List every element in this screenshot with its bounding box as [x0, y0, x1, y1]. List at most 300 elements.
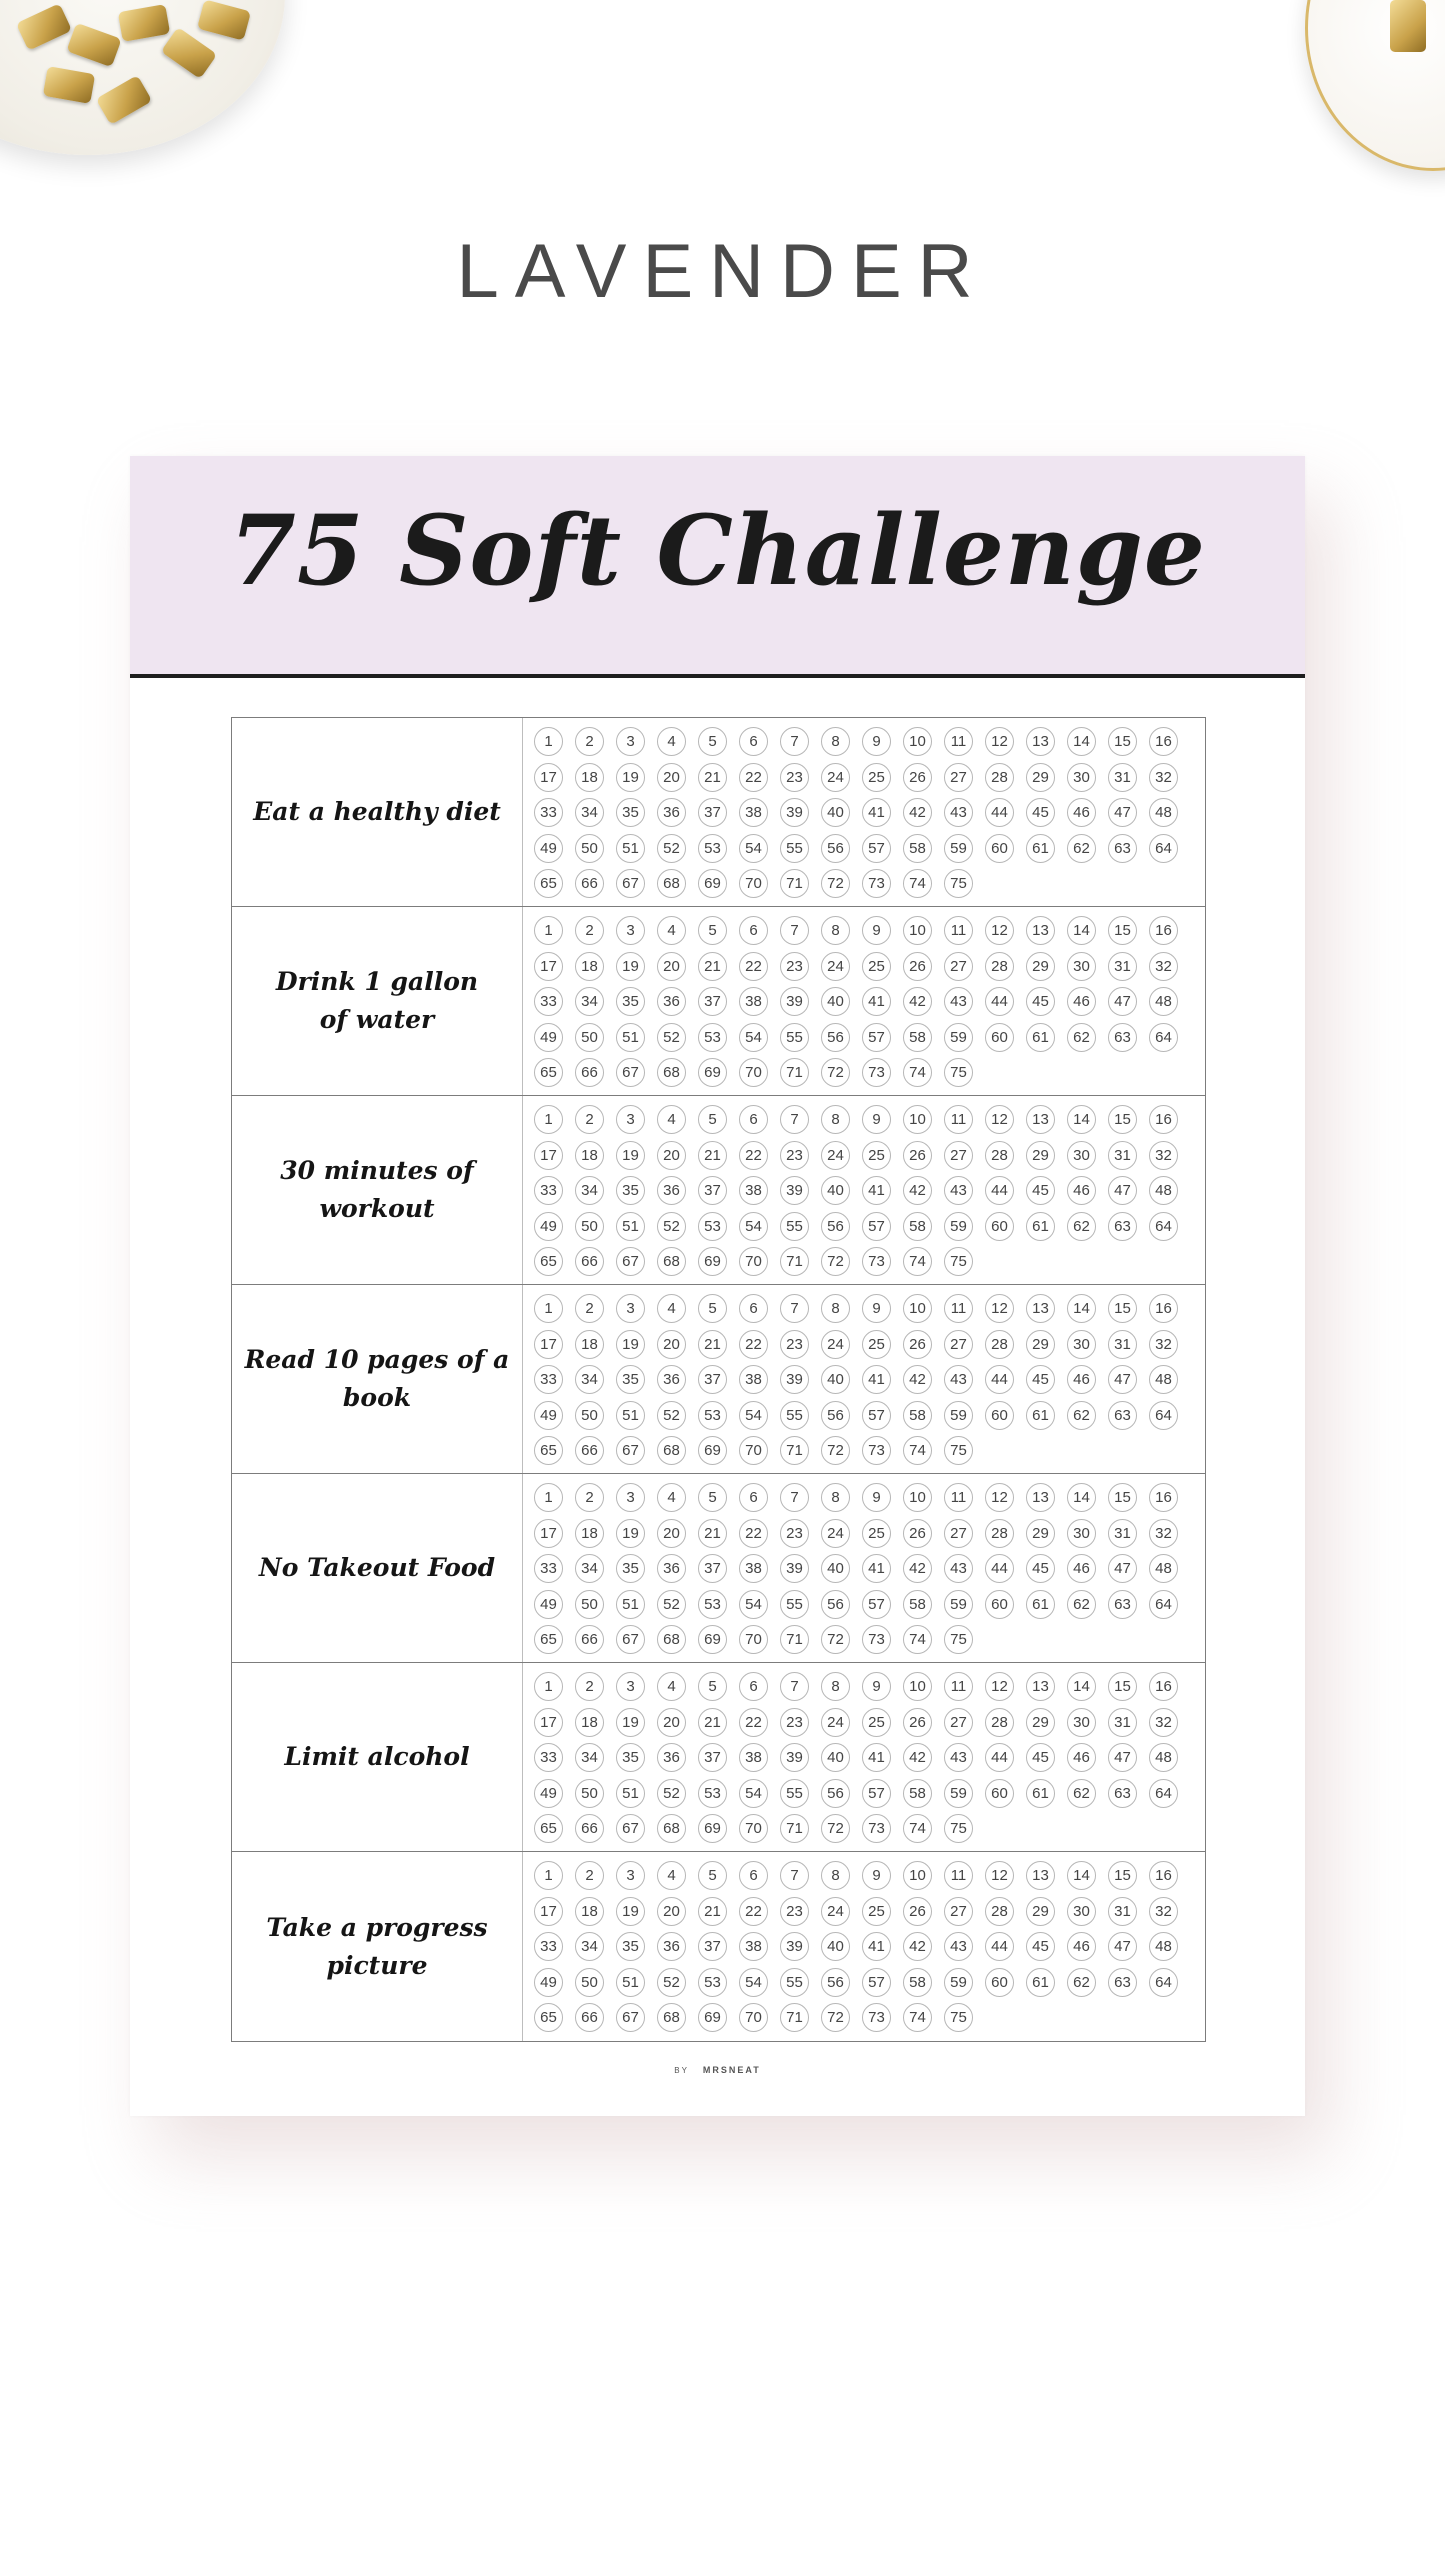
day-circle[interactable]: 64	[1149, 834, 1178, 863]
day-circle[interactable]: 68	[657, 2003, 686, 2032]
day-circle[interactable]: 63	[1108, 1023, 1137, 1052]
day-circle[interactable]: 44	[985, 1743, 1014, 1772]
day-circle[interactable]: 39	[780, 1554, 809, 1583]
day-circle[interactable]: 58	[903, 1968, 932, 1997]
day-circle[interactable]: 35	[616, 1932, 645, 1961]
day-circle[interactable]: 70	[739, 1625, 768, 1654]
day-circle[interactable]: 2	[575, 916, 604, 945]
day-circle[interactable]: 15	[1108, 1483, 1137, 1512]
day-circle[interactable]: 49	[534, 1212, 563, 1241]
day-circle[interactable]: 22	[739, 763, 768, 792]
day-circle[interactable]: 30	[1067, 1141, 1096, 1170]
day-circle[interactable]: 11	[944, 1861, 973, 1890]
day-circle[interactable]: 29	[1026, 1141, 1055, 1170]
day-circle[interactable]: 43	[944, 1554, 973, 1583]
day-circle[interactable]: 74	[903, 1814, 932, 1843]
day-circle[interactable]: 43	[944, 1176, 973, 1205]
day-circle[interactable]: 15	[1108, 916, 1137, 945]
day-circle[interactable]: 30	[1067, 763, 1096, 792]
day-circle[interactable]: 39	[780, 987, 809, 1016]
day-circle[interactable]: 57	[862, 1023, 891, 1052]
day-circle[interactable]: 62	[1067, 1590, 1096, 1619]
day-circle[interactable]: 61	[1026, 1023, 1055, 1052]
day-circle[interactable]: 35	[616, 1176, 645, 1205]
day-circle[interactable]: 23	[780, 1708, 809, 1737]
day-circle[interactable]: 54	[739, 1023, 768, 1052]
day-circle[interactable]: 65	[534, 2003, 563, 2032]
day-circle[interactable]: 57	[862, 1212, 891, 1241]
day-circle[interactable]: 42	[903, 1554, 932, 1583]
day-circle[interactable]: 11	[944, 727, 973, 756]
day-circle[interactable]: 32	[1149, 1330, 1178, 1359]
day-circle[interactable]: 46	[1067, 1932, 1096, 1961]
day-circle[interactable]: 27	[944, 1519, 973, 1548]
day-circle[interactable]: 47	[1108, 1932, 1137, 1961]
day-circle[interactable]: 56	[821, 1779, 850, 1808]
day-circle[interactable]: 1	[534, 916, 563, 945]
day-circle[interactable]: 59	[944, 1779, 973, 1808]
day-circle[interactable]: 51	[616, 1023, 645, 1052]
day-circle[interactable]: 12	[985, 1105, 1014, 1134]
day-circle[interactable]: 18	[575, 1141, 604, 1170]
day-circle[interactable]: 60	[985, 1779, 1014, 1808]
day-circle[interactable]: 21	[698, 952, 727, 981]
day-circle[interactable]: 48	[1149, 1932, 1178, 1961]
day-circle[interactable]: 9	[862, 916, 891, 945]
day-circle[interactable]: 65	[534, 1625, 563, 1654]
day-circle[interactable]: 36	[657, 987, 686, 1016]
day-circle[interactable]: 50	[575, 1401, 604, 1430]
day-circle[interactable]: 14	[1067, 1672, 1096, 1701]
day-circle[interactable]: 63	[1108, 1779, 1137, 1808]
day-circle[interactable]: 40	[821, 1365, 850, 1394]
day-circle[interactable]: 73	[862, 869, 891, 898]
day-circle[interactable]: 26	[903, 1330, 932, 1359]
day-circle[interactable]: 9	[862, 1294, 891, 1323]
day-circle[interactable]: 20	[657, 1897, 686, 1926]
day-circle[interactable]: 74	[903, 1058, 932, 1087]
day-circle[interactable]: 69	[698, 1058, 727, 1087]
day-circle[interactable]: 28	[985, 1897, 1014, 1926]
day-circle[interactable]: 18	[575, 763, 604, 792]
day-circle[interactable]: 67	[616, 2003, 645, 2032]
day-circle[interactable]: 4	[657, 1294, 686, 1323]
day-circle[interactable]: 52	[657, 1212, 686, 1241]
day-circle[interactable]: 35	[616, 1554, 645, 1583]
day-circle[interactable]: 29	[1026, 1897, 1055, 1926]
day-circle[interactable]: 27	[944, 763, 973, 792]
day-circle[interactable]: 38	[739, 1743, 768, 1772]
day-circle[interactable]: 16	[1149, 1483, 1178, 1512]
day-circle[interactable]: 74	[903, 1625, 932, 1654]
day-circle[interactable]: 17	[534, 1897, 563, 1926]
day-circle[interactable]: 25	[862, 1897, 891, 1926]
day-circle[interactable]: 20	[657, 1519, 686, 1548]
day-circle[interactable]: 64	[1149, 1212, 1178, 1241]
day-circle[interactable]: 52	[657, 1779, 686, 1808]
day-circle[interactable]: 52	[657, 1968, 686, 1997]
day-circle[interactable]: 45	[1026, 987, 1055, 1016]
day-circle[interactable]: 37	[698, 1365, 727, 1394]
day-circle[interactable]: 75	[944, 1625, 973, 1654]
day-circle[interactable]: 64	[1149, 1023, 1178, 1052]
day-circle[interactable]: 55	[780, 1968, 809, 1997]
day-circle[interactable]: 72	[821, 1247, 850, 1276]
day-circle[interactable]: 70	[739, 1814, 768, 1843]
day-circle[interactable]: 16	[1149, 916, 1178, 945]
day-circle[interactable]: 19	[616, 1897, 645, 1926]
day-circle[interactable]: 3	[616, 727, 645, 756]
day-circle[interactable]: 47	[1108, 1176, 1137, 1205]
day-circle[interactable]: 37	[698, 987, 727, 1016]
day-circle[interactable]: 51	[616, 834, 645, 863]
day-circle[interactable]: 70	[739, 1436, 768, 1465]
day-circle[interactable]: 16	[1149, 1105, 1178, 1134]
day-circle[interactable]: 50	[575, 1023, 604, 1052]
day-circle[interactable]: 68	[657, 1058, 686, 1087]
day-circle[interactable]: 60	[985, 1212, 1014, 1241]
day-circle[interactable]: 50	[575, 1968, 604, 1997]
day-circle[interactable]: 33	[534, 1176, 563, 1205]
day-circle[interactable]: 8	[821, 727, 850, 756]
day-circle[interactable]: 22	[739, 1330, 768, 1359]
day-circle[interactable]: 61	[1026, 1968, 1055, 1997]
day-circle[interactable]: 6	[739, 1861, 768, 1890]
day-circle[interactable]: 36	[657, 798, 686, 827]
day-circle[interactable]: 66	[575, 1058, 604, 1087]
day-circle[interactable]: 14	[1067, 1483, 1096, 1512]
day-circle[interactable]: 49	[534, 1590, 563, 1619]
day-circle[interactable]: 5	[698, 1672, 727, 1701]
day-circle[interactable]: 30	[1067, 1519, 1096, 1548]
day-circle[interactable]: 5	[698, 916, 727, 945]
day-circle[interactable]: 69	[698, 1436, 727, 1465]
day-circle[interactable]: 71	[780, 1625, 809, 1654]
day-circle[interactable]: 13	[1026, 1483, 1055, 1512]
day-circle[interactable]: 19	[616, 1519, 645, 1548]
day-circle[interactable]: 29	[1026, 952, 1055, 981]
day-circle[interactable]: 26	[903, 1519, 932, 1548]
day-circle[interactable]: 38	[739, 987, 768, 1016]
day-circle[interactable]: 68	[657, 1814, 686, 1843]
day-circle[interactable]: 75	[944, 869, 973, 898]
day-circle[interactable]: 73	[862, 2003, 891, 2032]
day-circle[interactable]: 28	[985, 1519, 1014, 1548]
day-circle[interactable]: 58	[903, 1779, 932, 1808]
day-circle[interactable]: 34	[575, 1554, 604, 1583]
day-circle[interactable]: 65	[534, 1814, 563, 1843]
day-circle[interactable]: 44	[985, 987, 1014, 1016]
day-circle[interactable]: 75	[944, 1436, 973, 1465]
day-circle[interactable]: 1	[534, 727, 563, 756]
day-circle[interactable]: 64	[1149, 1590, 1178, 1619]
day-circle[interactable]: 1	[534, 1672, 563, 1701]
day-circle[interactable]: 71	[780, 1058, 809, 1087]
day-circle[interactable]: 43	[944, 1365, 973, 1394]
day-circle[interactable]: 54	[739, 1779, 768, 1808]
day-circle[interactable]: 18	[575, 952, 604, 981]
day-circle[interactable]: 35	[616, 1365, 645, 1394]
day-circle[interactable]: 60	[985, 1401, 1014, 1430]
day-circle[interactable]: 14	[1067, 727, 1096, 756]
day-circle[interactable]: 58	[903, 1590, 932, 1619]
day-circle[interactable]: 17	[534, 1708, 563, 1737]
day-circle[interactable]: 23	[780, 952, 809, 981]
day-circle[interactable]: 58	[903, 1401, 932, 1430]
day-circle[interactable]: 32	[1149, 763, 1178, 792]
day-circle[interactable]: 74	[903, 2003, 932, 2032]
day-circle[interactable]: 70	[739, 1058, 768, 1087]
day-circle[interactable]: 48	[1149, 1365, 1178, 1394]
day-circle[interactable]: 49	[534, 1779, 563, 1808]
day-circle[interactable]: 15	[1108, 1861, 1137, 1890]
day-circle[interactable]: 57	[862, 1779, 891, 1808]
day-circle[interactable]: 61	[1026, 1779, 1055, 1808]
day-circle[interactable]: 45	[1026, 1932, 1055, 1961]
day-circle[interactable]: 61	[1026, 1212, 1055, 1241]
day-circle[interactable]: 15	[1108, 1105, 1137, 1134]
day-circle[interactable]: 68	[657, 1625, 686, 1654]
day-circle[interactable]: 40	[821, 798, 850, 827]
day-circle[interactable]: 7	[780, 727, 809, 756]
day-circle[interactable]: 4	[657, 916, 686, 945]
day-circle[interactable]: 59	[944, 1401, 973, 1430]
day-circle[interactable]: 62	[1067, 1212, 1096, 1241]
day-circle[interactable]: 60	[985, 1590, 1014, 1619]
day-circle[interactable]: 62	[1067, 1779, 1096, 1808]
day-circle[interactable]: 54	[739, 1968, 768, 1997]
day-circle[interactable]: 9	[862, 727, 891, 756]
day-circle[interactable]: 64	[1149, 1968, 1178, 1997]
day-circle[interactable]: 7	[780, 1105, 809, 1134]
day-circle[interactable]: 10	[903, 1483, 932, 1512]
day-circle[interactable]: 4	[657, 1861, 686, 1890]
day-circle[interactable]: 47	[1108, 987, 1137, 1016]
day-circle[interactable]: 10	[903, 1861, 932, 1890]
day-circle[interactable]: 3	[616, 916, 645, 945]
day-circle[interactable]: 62	[1067, 834, 1096, 863]
day-circle[interactable]: 41	[862, 1932, 891, 1961]
day-circle[interactable]: 56	[821, 1968, 850, 1997]
day-circle[interactable]: 5	[698, 1483, 727, 1512]
day-circle[interactable]: 3	[616, 1672, 645, 1701]
day-circle[interactable]: 55	[780, 1401, 809, 1430]
day-circle[interactable]: 55	[780, 834, 809, 863]
day-circle[interactable]: 72	[821, 869, 850, 898]
day-circle[interactable]: 33	[534, 1554, 563, 1583]
day-circle[interactable]: 53	[698, 1590, 727, 1619]
day-circle[interactable]: 8	[821, 916, 850, 945]
day-circle[interactable]: 42	[903, 1365, 932, 1394]
day-circle[interactable]: 10	[903, 1294, 932, 1323]
day-circle[interactable]: 17	[534, 1141, 563, 1170]
day-circle[interactable]: 56	[821, 1590, 850, 1619]
day-circle[interactable]: 51	[616, 1401, 645, 1430]
day-circle[interactable]: 51	[616, 1590, 645, 1619]
day-circle[interactable]: 31	[1108, 763, 1137, 792]
day-circle[interactable]: 27	[944, 1141, 973, 1170]
day-circle[interactable]: 28	[985, 763, 1014, 792]
day-circle[interactable]: 25	[862, 952, 891, 981]
day-circle[interactable]: 58	[903, 834, 932, 863]
day-circle[interactable]: 65	[534, 1436, 563, 1465]
day-circle[interactable]: 11	[944, 1294, 973, 1323]
day-circle[interactable]: 3	[616, 1294, 645, 1323]
day-circle[interactable]: 1	[534, 1105, 563, 1134]
day-circle[interactable]: 8	[821, 1861, 850, 1890]
day-circle[interactable]: 11	[944, 1483, 973, 1512]
day-circle[interactable]: 21	[698, 1708, 727, 1737]
day-circle[interactable]: 21	[698, 1897, 727, 1926]
day-circle[interactable]: 21	[698, 1141, 727, 1170]
day-circle[interactable]: 52	[657, 834, 686, 863]
day-circle[interactable]: 13	[1026, 1672, 1055, 1701]
day-circle[interactable]: 59	[944, 1023, 973, 1052]
day-circle[interactable]: 4	[657, 1483, 686, 1512]
day-circle[interactable]: 61	[1026, 1401, 1055, 1430]
day-circle[interactable]: 33	[534, 987, 563, 1016]
day-circle[interactable]: 69	[698, 1814, 727, 1843]
day-circle[interactable]: 35	[616, 798, 645, 827]
day-circle[interactable]: 33	[534, 1365, 563, 1394]
day-circle[interactable]: 59	[944, 1968, 973, 1997]
day-circle[interactable]: 55	[780, 1590, 809, 1619]
day-circle[interactable]: 38	[739, 1554, 768, 1583]
day-circle[interactable]: 34	[575, 798, 604, 827]
day-circle[interactable]: 13	[1026, 1294, 1055, 1323]
day-circle[interactable]: 4	[657, 1672, 686, 1701]
day-circle[interactable]: 69	[698, 869, 727, 898]
day-circle[interactable]: 56	[821, 834, 850, 863]
day-circle[interactable]: 32	[1149, 1519, 1178, 1548]
day-circle[interactable]: 37	[698, 1176, 727, 1205]
day-circle[interactable]: 72	[821, 1814, 850, 1843]
day-circle[interactable]: 42	[903, 1932, 932, 1961]
day-circle[interactable]: 43	[944, 987, 973, 1016]
day-circle[interactable]: 2	[575, 727, 604, 756]
day-circle[interactable]: 47	[1108, 1365, 1137, 1394]
day-circle[interactable]: 36	[657, 1932, 686, 1961]
day-circle[interactable]: 48	[1149, 987, 1178, 1016]
day-circle[interactable]: 57	[862, 1590, 891, 1619]
day-circle[interactable]: 64	[1149, 1401, 1178, 1430]
day-circle[interactable]: 73	[862, 1058, 891, 1087]
day-circle[interactable]: 46	[1067, 1743, 1096, 1772]
day-circle[interactable]: 36	[657, 1743, 686, 1772]
day-circle[interactable]: 67	[616, 869, 645, 898]
day-circle[interactable]: 6	[739, 916, 768, 945]
day-circle[interactable]: 9	[862, 1672, 891, 1701]
day-circle[interactable]: 19	[616, 1141, 645, 1170]
day-circle[interactable]: 63	[1108, 1968, 1137, 1997]
day-circle[interactable]: 6	[739, 1672, 768, 1701]
day-circle[interactable]: 71	[780, 1247, 809, 1276]
day-circle[interactable]: 45	[1026, 1365, 1055, 1394]
day-circle[interactable]: 32	[1149, 1897, 1178, 1926]
day-circle[interactable]: 72	[821, 1058, 850, 1087]
day-circle[interactable]: 44	[985, 798, 1014, 827]
day-circle[interactable]: 14	[1067, 1861, 1096, 1890]
day-circle[interactable]: 33	[534, 1932, 563, 1961]
day-circle[interactable]: 12	[985, 1672, 1014, 1701]
day-circle[interactable]: 14	[1067, 916, 1096, 945]
day-circle[interactable]: 7	[780, 1861, 809, 1890]
day-circle[interactable]: 66	[575, 1814, 604, 1843]
day-circle[interactable]: 73	[862, 1436, 891, 1465]
day-circle[interactable]: 54	[739, 1212, 768, 1241]
day-circle[interactable]: 63	[1108, 1212, 1137, 1241]
day-circle[interactable]: 49	[534, 1401, 563, 1430]
day-circle[interactable]: 40	[821, 1932, 850, 1961]
day-circle[interactable]: 43	[944, 798, 973, 827]
day-circle[interactable]: 42	[903, 1176, 932, 1205]
day-circle[interactable]: 7	[780, 1672, 809, 1701]
day-circle[interactable]: 72	[821, 2003, 850, 2032]
day-circle[interactable]: 40	[821, 1743, 850, 1772]
day-circle[interactable]: 37	[698, 1743, 727, 1772]
day-circle[interactable]: 11	[944, 1672, 973, 1701]
day-circle[interactable]: 17	[534, 1330, 563, 1359]
day-circle[interactable]: 8	[821, 1672, 850, 1701]
day-circle[interactable]: 57	[862, 834, 891, 863]
day-circle[interactable]: 16	[1149, 1861, 1178, 1890]
day-circle[interactable]: 57	[862, 1968, 891, 1997]
day-circle[interactable]: 63	[1108, 834, 1137, 863]
day-circle[interactable]: 65	[534, 1058, 563, 1087]
day-circle[interactable]: 5	[698, 1294, 727, 1323]
day-circle[interactable]: 16	[1149, 1294, 1178, 1323]
day-circle[interactable]: 73	[862, 1247, 891, 1276]
day-circle[interactable]: 65	[534, 869, 563, 898]
day-circle[interactable]: 24	[821, 1519, 850, 1548]
day-circle[interactable]: 44	[985, 1932, 1014, 1961]
day-circle[interactable]: 59	[944, 834, 973, 863]
day-circle[interactable]: 44	[985, 1176, 1014, 1205]
day-circle[interactable]: 74	[903, 1436, 932, 1465]
day-circle[interactable]: 54	[739, 834, 768, 863]
day-circle[interactable]: 53	[698, 1779, 727, 1808]
day-circle[interactable]: 25	[862, 763, 891, 792]
day-circle[interactable]: 46	[1067, 1554, 1096, 1583]
day-circle[interactable]: 39	[780, 1743, 809, 1772]
day-circle[interactable]: 50	[575, 1590, 604, 1619]
day-circle[interactable]: 66	[575, 1625, 604, 1654]
day-circle[interactable]: 21	[698, 1330, 727, 1359]
day-circle[interactable]: 31	[1108, 1708, 1137, 1737]
day-circle[interactable]: 28	[985, 1708, 1014, 1737]
day-circle[interactable]: 25	[862, 1519, 891, 1548]
day-circle[interactable]: 31	[1108, 1141, 1137, 1170]
day-circle[interactable]: 31	[1108, 1897, 1137, 1926]
day-circle[interactable]: 66	[575, 1247, 604, 1276]
day-circle[interactable]: 11	[944, 1105, 973, 1134]
day-circle[interactable]: 24	[821, 763, 850, 792]
day-circle[interactable]: 38	[739, 1365, 768, 1394]
day-circle[interactable]: 34	[575, 1365, 604, 1394]
day-circle[interactable]: 30	[1067, 1330, 1096, 1359]
day-circle[interactable]: 10	[903, 1105, 932, 1134]
day-circle[interactable]: 53	[698, 1023, 727, 1052]
day-circle[interactable]: 5	[698, 1105, 727, 1134]
day-circle[interactable]: 6	[739, 1294, 768, 1323]
day-circle[interactable]: 2	[575, 1294, 604, 1323]
day-circle[interactable]: 27	[944, 1897, 973, 1926]
day-circle[interactable]: 73	[862, 1814, 891, 1843]
day-circle[interactable]: 62	[1067, 1023, 1096, 1052]
day-circle[interactable]: 71	[780, 1814, 809, 1843]
day-circle[interactable]: 7	[780, 1483, 809, 1512]
day-circle[interactable]: 13	[1026, 916, 1055, 945]
